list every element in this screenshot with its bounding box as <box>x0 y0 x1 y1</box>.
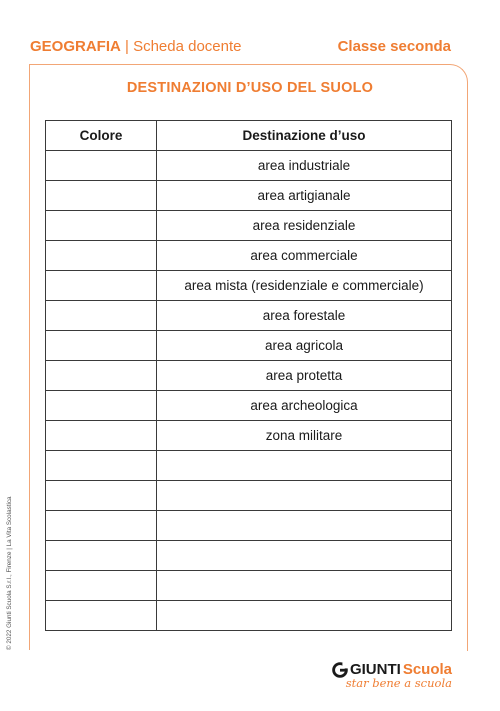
land-use-cell: area residenziale <box>157 211 452 241</box>
table-row <box>46 541 452 571</box>
color-cell[interactable] <box>46 451 157 481</box>
page-frame-left <box>29 64 30 650</box>
color-cell[interactable] <box>46 151 157 181</box>
color-cell[interactable] <box>46 511 157 541</box>
land-use-cell <box>157 481 452 511</box>
table-row <box>46 241 452 271</box>
table-row <box>46 331 452 361</box>
class-label: Classe seconda <box>337 38 451 55</box>
table-row <box>46 421 452 451</box>
table-row <box>46 181 452 211</box>
color-cell[interactable] <box>46 361 157 391</box>
land-use-cell <box>157 541 452 571</box>
land-use-cell: area mista (residenziale e commerciale) <box>157 271 452 301</box>
logo-tagline: star bene a scuola <box>345 676 452 690</box>
color-cell[interactable] <box>46 271 157 301</box>
land-use-cell: area protetta <box>157 361 452 391</box>
land-use-table <box>45 120 452 631</box>
table-row <box>46 301 452 331</box>
table-row <box>46 211 452 241</box>
page-title: DESTINAZIONI D’USO DEL SUOLO <box>126 80 374 96</box>
color-cell[interactable] <box>46 301 157 331</box>
land-use-cell: area forestale <box>157 301 452 331</box>
color-cell[interactable] <box>46 601 157 631</box>
table-row <box>46 391 452 421</box>
logo-brand-suffix: Scuola <box>402 661 452 678</box>
color-cell[interactable] <box>46 481 157 511</box>
publisher-logo <box>332 661 452 690</box>
column-header-colore: Colore <box>46 121 157 151</box>
color-cell[interactable] <box>46 211 157 241</box>
table-header-row <box>46 121 452 151</box>
color-cell[interactable] <box>46 421 157 451</box>
table-body <box>46 151 452 631</box>
land-use-cell: area commerciale <box>157 241 452 271</box>
subject-label <box>30 38 242 55</box>
table-row <box>46 481 452 511</box>
color-cell[interactable] <box>46 541 157 571</box>
color-cell[interactable] <box>46 331 157 361</box>
table-row <box>46 571 452 601</box>
subject-name: GEOGRAFIA <box>30 38 121 55</box>
header-separator: | <box>120 38 134 55</box>
table-row <box>46 451 452 481</box>
land-use-cell <box>157 601 452 631</box>
color-cell[interactable] <box>46 391 157 421</box>
land-use-cell <box>157 571 452 601</box>
table-row <box>46 601 452 631</box>
table-row <box>46 511 452 541</box>
color-cell[interactable] <box>46 241 157 271</box>
color-cell[interactable] <box>46 181 157 211</box>
land-use-cell: area artigianale <box>157 181 452 211</box>
land-use-cell <box>157 511 452 541</box>
land-use-cell: zona militare <box>157 421 452 451</box>
page-header <box>30 38 451 60</box>
land-use-cell <box>157 451 452 481</box>
color-cell[interactable] <box>46 571 157 601</box>
table-row <box>46 361 452 391</box>
land-use-cell: area archeologica <box>157 391 452 421</box>
logo-brand: GIUNTI <box>349 661 401 678</box>
copyright-notice: © 2022 Giunti Scuola S.r.l., Firenze | La Vita Scolastica <box>6 496 13 650</box>
doc-type: Scheda docente <box>133 38 242 55</box>
column-header-destinazione: Destinazione d’uso <box>157 121 452 151</box>
land-use-cell: area industriale <box>157 151 452 181</box>
table-row <box>46 271 452 301</box>
table-row <box>46 151 452 181</box>
land-use-cell: area agricola <box>157 331 452 361</box>
